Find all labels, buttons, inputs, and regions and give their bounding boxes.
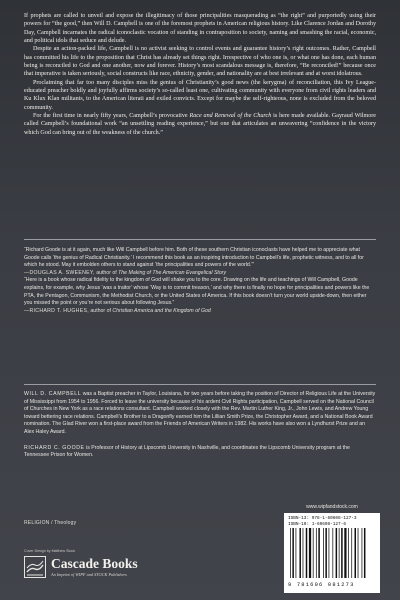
barcode-bar: [303, 528, 304, 578]
cascade-mark-icon: [24, 556, 46, 578]
divider-top: [24, 239, 376, 240]
cover-design-credit: Cover Design by Matthew Stock: [24, 549, 76, 553]
endorsement-quote-1: “Richard Goode is at it again, much like Will Campbell before him. Both of these southern Christian iconoclasts have helped me to appreciate what Goode calls ‘the genius of Radical Christianity.’ I recommend this book as an inspiring introduction to Campbell’s life, prophetic witness, and to all for which he stood. May it embolden others to stand against ‘the principalities and powers of the world.’”: [24, 247, 364, 269]
isbn-13-label: ISBN-13: 978-1-60608-127-3: [288, 516, 357, 521]
barcode-bar: [299, 528, 301, 578]
description-paragraph-3: Proclaiming that far too many disciples miss the genius of Christianity’s good news (the kerygma) of reconciliation, this Ivy League-educated preacher boldly and joyfully affirms society’s so-called least one, cultivating community with everyone from civil rights leaders and Ku Klux Klan militants, to the American literati and exiled convicts. Except for maybe the self-righteous, none is excluded from the beloved community.: [24, 79, 376, 111]
endorser-book-2: Christian America and the Kingdom of God: [112, 307, 211, 314]
endorsement-attribution-2: [24, 308, 376, 316]
barcode-bar: [309, 528, 311, 578]
barcode-bar: [290, 528, 291, 578]
barcode-bar: [336, 528, 338, 578]
barcode-number: 9 781606 081273: [288, 582, 355, 588]
barcode-bar: [362, 528, 363, 578]
isbn-barcode: [284, 513, 380, 593]
publisher-url: www.wipfandstock.com: [306, 504, 358, 510]
barcode-bar: [306, 528, 308, 578]
publisher-imprint: An Imprint of WIPF and STOCK Publishers: [51, 572, 127, 577]
isbn-10-label: ISBN-10: 1-60608-127-6: [288, 522, 346, 527]
endorser-book-1: The Making of The American Evangelical Story: [118, 269, 227, 276]
barcode-bar: [332, 528, 333, 578]
endorser-role-2: author of: [88, 307, 113, 314]
endorser-name-2: —RICHARD T. HUGHES,: [24, 307, 89, 314]
description-paragraph-4: [24, 112, 376, 137]
endorsement-attribution-1: [24, 270, 376, 278]
barcode-bar: [364, 528, 366, 578]
publisher-logo: [24, 556, 144, 584]
endorser-role-1: author of: [94, 269, 119, 276]
barcode-bar: [348, 528, 349, 578]
divider-bottom: [24, 384, 376, 385]
barcode-bar: [351, 528, 352, 578]
bio-text-goode: is Professor of History at Lipscomb University in Nashville, and coordinates the Lipscomb University program at the Tennessee Prison for Women.: [24, 444, 350, 459]
bio-campbell: [24, 391, 376, 437]
barcode-bar: [329, 528, 330, 578]
barcode-bar: [292, 528, 294, 578]
bio-text-campbell: was a Baptist preacher in Taylor, Louisiana, for two years before taking the position of Director of Religious Life at the University of Mississippi from 1954 to 1956. Forced to leave the university because of his ardent Civil Rights participation, Campbell served on the National Council of Churches in New York as a race relations consultant. Campbell worked closely with the Rev. Martin Luther King, Jr., John Lewis, and Andrew Young toward bettering race relations. Campbell’s Brother to a Dragonfly earned him the Lillian Smith Prize, the Christopher Award, and a National Book Award nomination. The Glad River won a first-place award from the Friends of American Writers in 1982. His works have also won a Lyndhurst Prize and an Alex Haley Award.: [24, 391, 376, 435]
barcode-bar: [341, 528, 343, 578]
book-description: [24, 12, 376, 137]
book-category: RELIGION / Theology: [24, 520, 77, 526]
barcode-bars: [288, 528, 376, 580]
description-paragraph-2: Despite an action-packed life, Campbell is no activist seeking to control events and guarantee history’s right outcomes. Rather, Campbell has committed his life to the proposition that Christ has already set things right. Irrespective of who one is, or what one has done, each human being is reconciled to God and one another, now and forever. History’s most scandalous message is, therefore, “Be reconciled!” because once that imperative is taken seriously, social constructs like race, ethnicity, gender, and nationality are at best irrelevant and at worst idolatrous.: [24, 46, 376, 78]
author-bios: [24, 391, 376, 468]
bio-goode: [24, 445, 376, 460]
barcode-bar: [318, 528, 320, 578]
barcode-bar: [344, 528, 346, 578]
description-p4-pre: For the first time in nearly fifty years, Campbell’s provocative: [33, 113, 190, 120]
endorsements: [24, 247, 376, 315]
book-title-reference: Race and Renewal of the Church: [189, 113, 272, 120]
bio-name-goode: RICHARD C. GOODE: [24, 444, 85, 451]
description-p4-post: is here made available. Gayraud Wilmore called Campbell’s foundational work “an unsettling reading experience,” but one that articulates an unwavering “confidence in the victory which God can bring out of the weakness of the church.”: [24, 113, 376, 136]
endorsement-quote-2: “Here is a book whose radical fidelity to the kingdom of God will shake you to the core. Drawing on the life and teachings of Will Campbell, Goode explains, for example, why Jesus ‘was a traitor’ whose ‘Way is to commit treason,’ and why there is finally no hope for principalities and powers like the PTA, the Pentagon, Communism, the Methodist Church, or the United States of America. If this book doesn’t turn your world upside-down, then either you missed the point or you’re not serious about following Jesus.”: [24, 277, 370, 307]
barcode-bar: [316, 528, 317, 578]
barcode-bar: [313, 528, 314, 578]
barcode-bar: [325, 528, 327, 578]
barcode-bar: [339, 528, 340, 578]
barcode-bar: [296, 528, 297, 578]
publisher-name: Cascade Books: [51, 556, 138, 571]
barcode-bar: [358, 528, 359, 578]
endorser-name-1: —DOUGLAS A. SWEENEY,: [24, 269, 95, 276]
barcode-bar: [323, 528, 324, 578]
barcode-bar: [355, 528, 357, 578]
description-paragraph-1: If prophets are called to unveil and expose the illegitimacy of those principalities masquerading as “the right” and purportedly using their powers for “the good,” then Will D. Campbell is one of the foremost prophets in American religious history. Like Clarence Jordan and Dorothy Day, Campbell incarnates the radical iconoclastic vocation of standing in contraposition to society, naming and smashing the racial, economic, and political idols that seduce and delude.: [24, 13, 376, 45]
bio-name-campbell: WILL D. CAMPBELL: [24, 391, 82, 397]
